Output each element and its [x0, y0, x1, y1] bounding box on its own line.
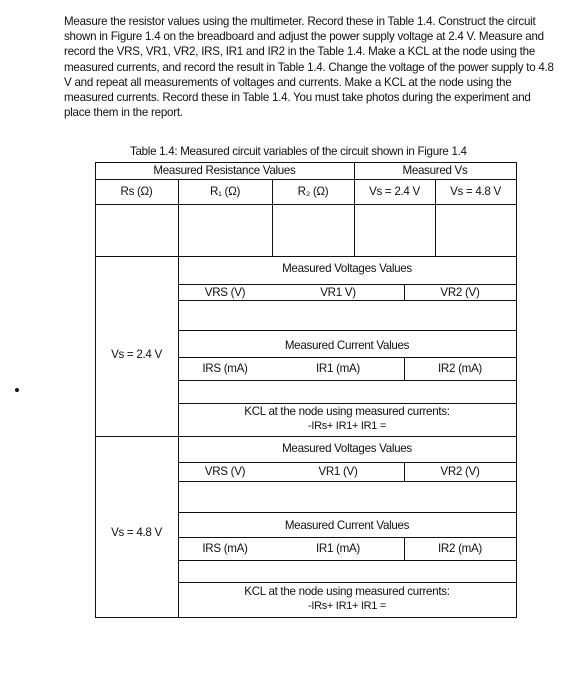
header-ir1: IR1 (mA): [316, 362, 360, 375]
header-vrs: VRS (V): [204, 465, 246, 478]
currents-title: Measured Current Values: [284, 519, 410, 532]
kcl-title: KCL at the node using measured currents:: [244, 585, 450, 598]
col-r1: R₁ (Ω): [209, 185, 241, 198]
col-vs-4-8: Vs = 4.8 V: [450, 185, 501, 198]
instructions-paragraph: Measure the resistor values using the multimeter. Record these in Table 1.4. Construct the circuit shown in Figure 1.4 on the breadboard and adjust the power supply voltage at 2.4 V. Measure and record the VRS, VR1, VR2, IRS, IR1 and IR2 in the Table 1.4. Make a KCL at the node using the measured currents, and record the result in Table 1.4. Change the voltage of the power supply to 4.8 V and repeat all measurements of voltages and currents. Make a KCL at the node using the measured currents. Record these in Table 1.4. You must take photos during the experiment and place them in the report.: [64, 15, 554, 120]
voltages-title: Measured Voltages Values: [282, 442, 412, 455]
header-ir2: IR2 (mA): [438, 542, 482, 555]
kcl-formula: -IRs+ IR1+ IR1 =: [307, 600, 387, 612]
header-measured-vs: Measured Vs: [402, 164, 468, 177]
header-ir1: IR1 (mA): [316, 542, 360, 555]
header-vrs: VRS (V): [204, 286, 246, 299]
header-irs: IRS (mA): [202, 362, 248, 375]
header-irs: IRS (mA): [202, 542, 248, 555]
col-r2: R₂ (Ω): [297, 185, 329, 198]
voltages-title: Measured Voltages Values: [282, 262, 412, 275]
kcl-formula: -IRs+ IR1+ IR1 =: [307, 420, 387, 432]
col-rs: Rs (Ω): [120, 185, 153, 198]
header-ir2: IR2 (mA): [438, 362, 482, 375]
currents-title: Measured Current Values: [284, 339, 410, 352]
col-vs-2-4: Vs = 2.4 V: [369, 185, 420, 198]
header-vr1: VR1 V): [320, 286, 356, 299]
table-caption: Table 1.4: Measured circuit variables of the circuit shown in Figure 1.4: [130, 145, 467, 158]
section-label: Vs = 4.8 V: [111, 526, 162, 539]
header-resistance: Measured Resistance Values: [153, 164, 296, 177]
kcl-title: KCL at the node using measured currents:: [244, 405, 450, 418]
header-vr1: VR1 (V): [318, 465, 358, 478]
header-vr2: VR2 (V): [440, 286, 480, 299]
header-vr2: VR2 (V): [440, 465, 480, 478]
section-label: Vs = 2.4 V: [111, 348, 162, 361]
